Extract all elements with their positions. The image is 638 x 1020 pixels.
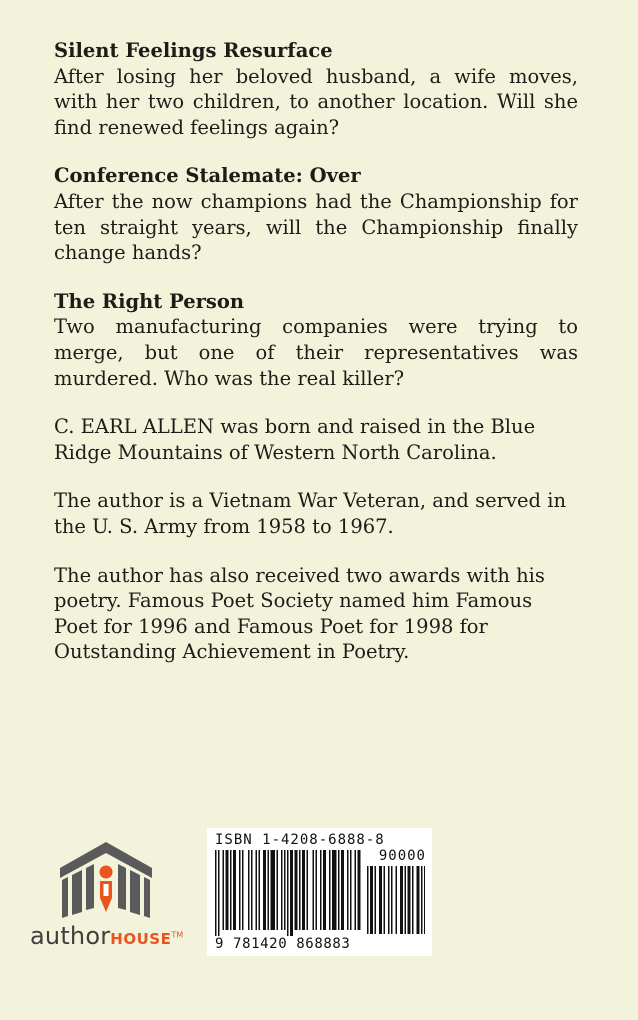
barcode-bar xyxy=(287,850,289,936)
barcode-bar xyxy=(281,850,283,930)
addon-bars xyxy=(367,866,425,936)
barcode-bar xyxy=(347,850,349,930)
barcode-bar xyxy=(379,866,382,934)
barcode-bar xyxy=(424,866,425,934)
barcode-bar xyxy=(313,850,315,930)
isbn-label: ISBN 1-4208-6888-8 xyxy=(215,832,385,848)
barcode-bar xyxy=(307,850,309,930)
barcode-bar xyxy=(350,850,352,930)
barcode-bar xyxy=(338,850,340,930)
bio-paragraph: The author has also received two awards with his poetry. Famous Poet Society named him Famous Poet for 1996 and Famous Poet for 1998 for Outstanding Achievement in Poetry. xyxy=(54,563,545,664)
story-description: Two manufacturing companies were trying to merge, but one of their representatives was murdered. Who was the real killer? xyxy=(54,315,578,390)
house-icon xyxy=(58,838,154,920)
barcode-bar xyxy=(218,850,220,936)
wordmark-house: HOUSE xyxy=(110,930,172,948)
barcode-bar xyxy=(367,866,369,934)
barcode-bar xyxy=(233,850,236,930)
barcode-bar xyxy=(299,850,301,930)
bio-paragraph: C. EARL ALLEN was born and raised in the Blue Ridge Mountains of Western North Carolina. xyxy=(54,415,536,464)
barcode-bar xyxy=(417,866,420,934)
barcode-bar xyxy=(215,850,217,936)
price-code: 90000 xyxy=(378,848,426,864)
trademark: TM xyxy=(171,930,184,940)
barcode-bar xyxy=(230,850,232,930)
barcode-bar xyxy=(332,850,337,930)
barcode-bar xyxy=(277,850,279,930)
ean-digits: 9 781420 868883 xyxy=(215,936,351,952)
barcode-bar xyxy=(384,866,386,934)
isbn-barcode xyxy=(207,828,432,956)
back-cover-text xyxy=(54,38,578,688)
barcode-bar xyxy=(223,850,225,930)
story-title: Conference Stalemate: Over xyxy=(54,164,361,188)
barcode-bar xyxy=(355,850,357,930)
barcode-bar xyxy=(391,866,393,934)
barcode-bar xyxy=(329,850,331,930)
barcode-bar xyxy=(263,850,266,930)
barcode-bar xyxy=(302,850,305,930)
publisher-logo xyxy=(30,838,200,958)
barcode-bar xyxy=(295,850,298,930)
barcode-bar xyxy=(400,866,403,934)
story-blurb xyxy=(54,38,578,140)
story-blurb xyxy=(54,289,578,391)
barcode-bar xyxy=(268,850,270,930)
bio-paragraph: The author is a Vietnam War Veteran, and served in the U. S. Army from 1958 to 1967. xyxy=(54,489,567,538)
barcode-bar xyxy=(421,866,423,934)
barcode-bar xyxy=(290,850,293,936)
barcode-bar xyxy=(320,850,322,930)
barcode-bar xyxy=(248,850,250,930)
wordmark-author: author xyxy=(30,922,111,950)
story-description: After losing her beloved husband, a wife moves, with her two children, to another location. Will she find renewed feelings again? xyxy=(54,64,578,139)
barcode-bar xyxy=(256,850,258,930)
barcode-bar xyxy=(242,850,244,930)
story-description: After the now champions had the Championship for ten straight years, will the Championship finally change hands? xyxy=(54,189,578,265)
author-bio xyxy=(54,414,578,665)
publisher-wordmark xyxy=(30,922,183,950)
barcode-bar xyxy=(412,866,414,934)
barcode-bar xyxy=(341,850,344,930)
story-title: The Right Person xyxy=(54,289,245,313)
barcode-bar xyxy=(370,866,373,934)
barcode-bar xyxy=(284,850,286,930)
barcode-bar xyxy=(271,850,276,930)
barcode-bar xyxy=(358,850,361,930)
barcode-bar xyxy=(226,850,229,930)
barcode-bar xyxy=(408,866,411,934)
barcode-bar xyxy=(251,850,253,930)
barcode-bar xyxy=(388,866,390,934)
ean-bars xyxy=(215,850,361,936)
barcode-bar xyxy=(259,850,261,930)
story-blurb xyxy=(54,163,578,265)
barcode-bar xyxy=(405,866,407,934)
barcode-bar xyxy=(375,866,377,934)
barcode-bar xyxy=(239,850,241,930)
barcode-bar xyxy=(396,866,398,934)
barcode-bar xyxy=(323,850,326,930)
barcode-bar xyxy=(316,850,318,930)
story-title: Silent Feelings Resurface xyxy=(54,39,333,62)
